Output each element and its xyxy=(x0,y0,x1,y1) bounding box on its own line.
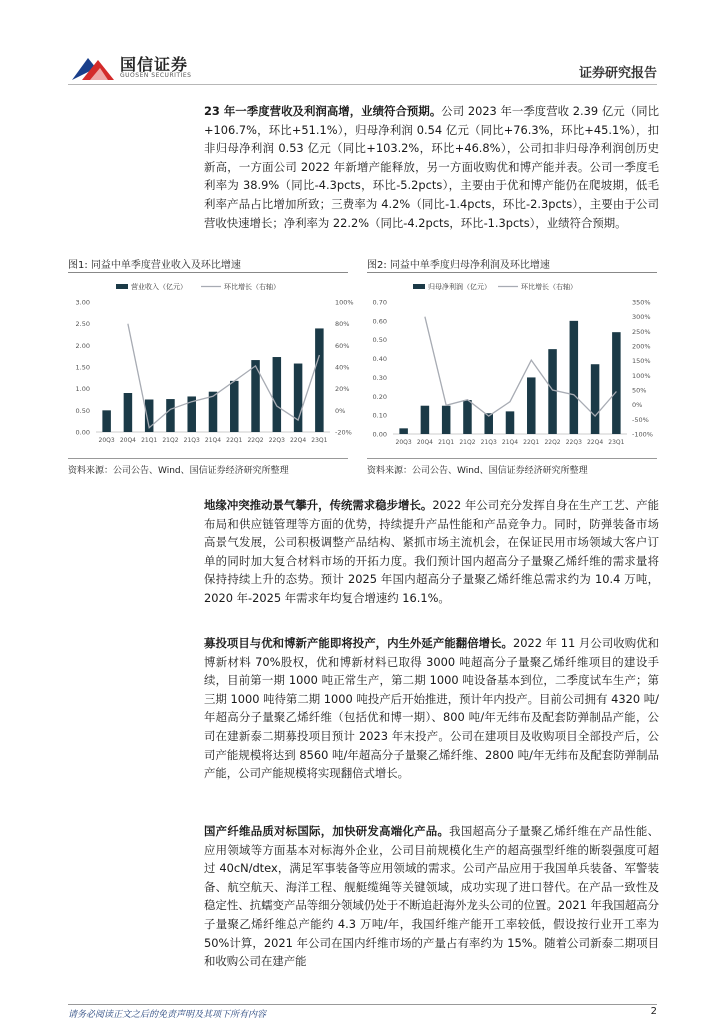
paragraph-lead: 募投项目与优和博新产能即将投产，内生外延产能翻倍增长。 xyxy=(204,636,513,650)
bar xyxy=(591,364,600,434)
figure-2-chart xyxy=(367,276,659,456)
x-tick-label: 21Q3 xyxy=(480,439,497,446)
legend-line-label: 环比增长（右轴） xyxy=(521,283,577,291)
y2-tick-label: -100% xyxy=(632,430,653,439)
y-tick-label: 0.00 xyxy=(75,428,90,437)
y-tick-label: 0.00 xyxy=(372,430,387,439)
x-tick-label: 23Q1 xyxy=(608,439,625,446)
x-tick-label: 22Q4 xyxy=(289,437,307,444)
y-tick-label: 2.00 xyxy=(75,341,90,350)
x-tick-label: 20Q3 xyxy=(98,437,115,444)
bar xyxy=(315,328,324,432)
paragraph-body: 2022 年公司充分发挥自身在生产工艺、产能布局和供应链管理等方面的优势，持续提升产品性能和产品竞争力。同时，防弹装备市场高景气发展，公司积极调整产品结构、紧抓市场主流机会，在保证民用市场领域大客户订单的同时加大复合材料市场的开拓力度。我们预计国内超高分子量聚乙烯纤维的需求量将保持持续上升的态势。预计 2025 年国内超高分子量聚乙烯纤维总需求约为 10.4 万吨，2020 年-2025 年需求年均复合增速约 16.1%。 xyxy=(204,498,659,605)
figure-1-source-rule xyxy=(68,458,348,459)
paragraph-demand xyxy=(204,496,659,608)
bar xyxy=(506,411,515,434)
legend-bar-label: 营业收入（亿元） xyxy=(131,283,187,291)
y2-tick-label: 150% xyxy=(632,357,651,366)
legend-bar-swatch xyxy=(116,284,128,289)
bar xyxy=(166,399,175,432)
y2-tick-label: 250% xyxy=(632,327,651,336)
y2-tick-label: 0% xyxy=(335,406,346,415)
bar xyxy=(442,406,451,434)
paragraph-body: 我国超高分子量聚乙烯纤维在产品性能、应用领域等方面基本对标海外企业，公司目前规模化生产的超高强型纤维的断裂强度可超过 40cN/dtex，满足军事装备等应用领域的需求。公司产品应用于我国单兵装备、军警装备、航空航天、海洋工程、舰艇缆绳等关键领域，成功实现了进口替代。在产品一致性及稳定性、抗蠕变产品等细分领域仍处于不断追赶海外龙头公司的位置。2021 年我国超高分子量聚乙烯纤维总产能约 4.3 万吨/年，我国纤维产能开工率较低，假设按行业开工率为 50%计算，2021 年公司在国内纤维市场的产量占有率约为 15%。随着公司新泰二期项目和收购公司在建产能 xyxy=(204,824,659,969)
x-tick-label: 20Q4 xyxy=(119,437,137,444)
bar xyxy=(612,332,621,434)
x-tick-label: 20Q4 xyxy=(416,439,434,446)
bar xyxy=(294,364,303,432)
x-tick-label: 23Q1 xyxy=(311,437,328,444)
y2-tick-label: -20% xyxy=(335,428,352,437)
paragraph-lead: 地缘冲突推动景气攀升，传统需求稳步增长。 xyxy=(204,498,433,512)
y-tick-label: 0.40 xyxy=(372,355,387,364)
legend-bar-label: 归母净利润（亿元） xyxy=(428,283,491,291)
bar xyxy=(463,400,472,434)
x-tick-label: 22Q1 xyxy=(523,439,540,446)
figure-2-source-rule xyxy=(367,458,657,459)
paragraph-capacity xyxy=(204,634,659,783)
figure-1-rule xyxy=(68,272,348,273)
header-divider xyxy=(68,84,657,85)
y-tick-label: 0.60 xyxy=(372,317,387,326)
x-tick-label: 21Q1 xyxy=(141,437,158,444)
bar xyxy=(421,406,430,434)
bar xyxy=(527,377,536,434)
x-tick-label: 22Q2 xyxy=(544,439,561,446)
y2-tick-label: 100% xyxy=(632,371,651,380)
paragraph-q1-results xyxy=(204,102,659,232)
company-name-en: GUOSEN SECURITIES xyxy=(120,72,192,79)
footer-divider xyxy=(68,1004,657,1005)
y-tick-label: 3.00 xyxy=(75,298,90,307)
bar xyxy=(399,428,408,434)
y-tick-label: 0.20 xyxy=(372,392,387,401)
figure-1-title: 图1: 同益中单季度营业收入及环比增速 xyxy=(68,260,241,271)
y2-tick-label: 20% xyxy=(335,385,350,394)
legend-bar-swatch xyxy=(413,284,425,289)
paragraph-body: 2022 年 11 月公司收购优和博新材料 70%股权，优和博新材料已取得 3000 吨超高分子量聚乙烯纤维项目的建设手续，目前第一期 1000 吨正常生产，第二期 1000 吨设备基本到位，二季度试车生产；第三期 1000 吨待第二期 1000 吨投产后开始推进，预计年内投产。目前公司拥有 4320 吨/年超高分子量聚乙烯纤维（包括优和博一期）、800 吨/年无纬布及配套防弹制品产能，公司在建新泰二期募投项目预计 2023 年末投产。公司在建项目及收购项目全部投产后，公司产能规模将达到 8560 吨/年超高分子量聚乙烯纤维、2800 吨/年无纬布及配套防弹制品产能，公司产能规模将实现翻倍式增长。 xyxy=(204,636,659,781)
paragraph-quality xyxy=(204,822,659,971)
y2-tick-label: 50% xyxy=(632,386,647,395)
figure-2-title: 图2: 同益中单季度归母净利润及环比增速 xyxy=(367,260,550,271)
bar xyxy=(548,349,557,434)
page-number: 2 xyxy=(650,1006,657,1017)
y2-tick-label: 300% xyxy=(632,313,651,322)
bar xyxy=(124,393,133,432)
figure-2-rule xyxy=(367,272,657,273)
paragraph-lead: 国产纤维品质对标国际，加快研发高端化产品。 xyxy=(204,824,450,838)
y2-tick-label: -50% xyxy=(632,415,649,424)
paragraph-lead: 23 年一季度营收及利润高增，业绩符合预期。 xyxy=(204,104,442,118)
paragraph-body: 公司 2023 年一季度营收 2.39 亿元（同比+106.7%，环比+51.1%），归母净利润 0.54 亿元（同比+76.3%，环比+45.1%），扣非归母净利润 0.53 亿元（同比+103.2%，环比+46.8%），公司扣非归母净利润创历史新高，一方面公司 2022 年新增产能释放，另一方面收购优和博产能并表。公司一季度毛利率为 38.9%（同比-4.3pcts，环比-5.2pcts），主要由于优和博产能仍在爬坡期，低毛利率产品占比增加所致；三费率为 4.2%（同比-1.4pcts，环比-2.3pcts），主要由于公司营收快速增长；净利率为 22.2%（同比-4.2pcts，环比-1.3pcts），业绩符合预期。 xyxy=(204,104,659,230)
y2-tick-label: 40% xyxy=(335,363,350,372)
legend-line-label: 环比增长（右轴） xyxy=(224,283,280,291)
y-tick-label: 0.10 xyxy=(372,411,387,420)
y2-tick-label: 0% xyxy=(632,401,643,410)
y2-tick-label: 100% xyxy=(335,298,354,307)
bar xyxy=(273,357,282,432)
y-tick-label: 0.70 xyxy=(372,298,387,307)
x-tick-label: 22Q3 xyxy=(565,439,582,446)
y2-tick-label: 200% xyxy=(632,342,651,351)
guosen-logo-icon xyxy=(68,54,118,84)
y2-tick-label: 80% xyxy=(335,320,350,329)
y-tick-label: 0.50 xyxy=(372,336,387,345)
y2-tick-label: 60% xyxy=(335,341,350,350)
company-name-cn: 国信证券 xyxy=(120,55,189,74)
x-tick-label: 22Q3 xyxy=(268,437,285,444)
y-tick-label: 1.00 xyxy=(75,385,90,394)
y-tick-label: 0.50 xyxy=(75,406,90,415)
x-tick-label: 21Q4 xyxy=(501,439,519,446)
growth-line xyxy=(425,317,617,416)
footer-disclaimer: 请务必阅读正文之后的免责声明及其项下所有内容 xyxy=(68,1010,267,1020)
x-tick-label: 22Q1 xyxy=(226,437,243,444)
y-tick-label: 2.50 xyxy=(75,320,90,329)
x-tick-label: 21Q2 xyxy=(459,439,476,446)
figure-1-source: 资料来源：公司公告、Wind、国信证券经济研究所整理 xyxy=(68,466,289,476)
x-tick-label: 22Q2 xyxy=(247,437,264,444)
x-tick-label: 21Q3 xyxy=(183,437,200,444)
bar xyxy=(102,410,111,432)
bar xyxy=(230,381,239,432)
y-tick-label: 1.50 xyxy=(75,363,90,372)
figure-2-source: 资料来源：公司公告、Wind、国信证券经济研究所整理 xyxy=(367,466,588,476)
growth-line xyxy=(128,324,320,428)
x-tick-label: 21Q2 xyxy=(162,437,179,444)
bar xyxy=(209,392,218,432)
y-tick-label: 0.30 xyxy=(372,373,387,382)
report-type: 证券研究报告 xyxy=(578,66,657,81)
figure-1-chart xyxy=(68,276,358,456)
bar xyxy=(570,321,579,434)
x-tick-label: 22Q4 xyxy=(586,439,604,446)
x-tick-label: 21Q4 xyxy=(204,437,222,444)
x-tick-label: 20Q3 xyxy=(395,439,412,446)
x-tick-label: 21Q1 xyxy=(438,439,455,446)
y2-tick-label: 350% xyxy=(632,298,651,307)
